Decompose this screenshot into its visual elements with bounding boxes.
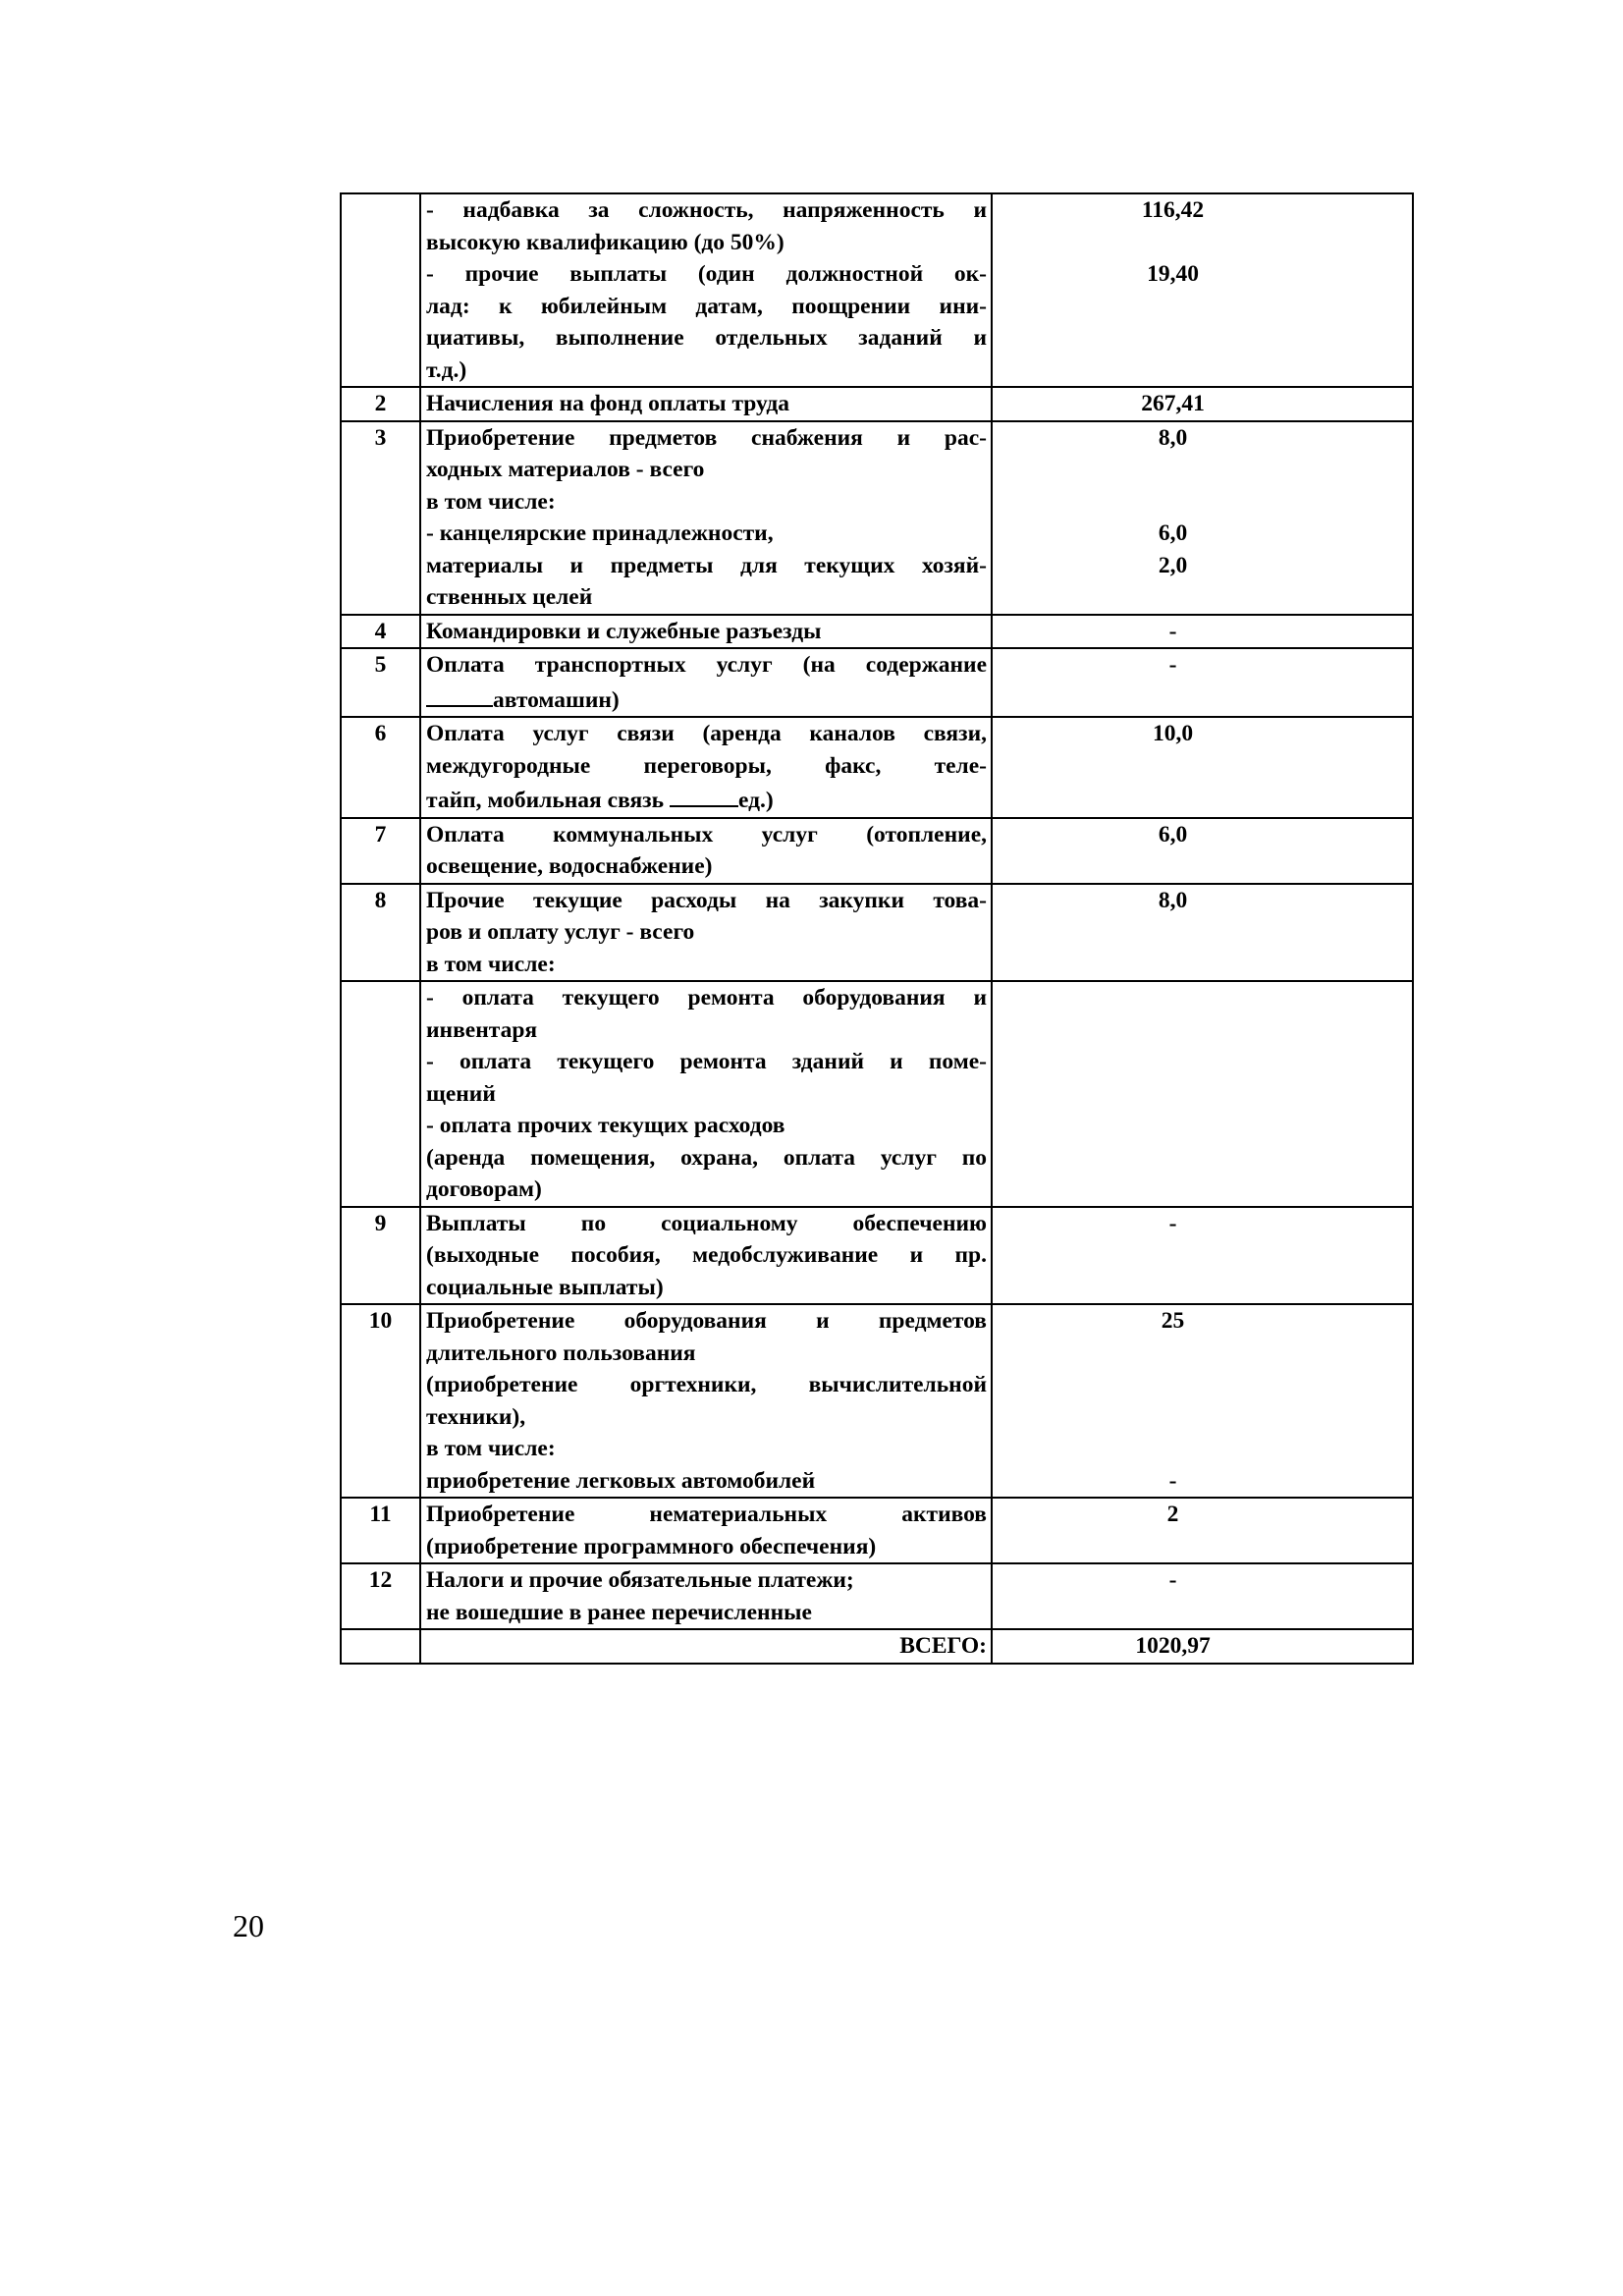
row-description — [420, 818, 992, 884]
row-amount — [992, 193, 1413, 387]
amount-line — [993, 355, 1353, 387]
table-row — [341, 387, 1413, 421]
amount-line — [993, 1046, 1353, 1078]
description-text: лад: к юбилейным датам, поощрении ини- — [426, 293, 987, 319]
amount-line: - — [1168, 618, 1177, 644]
amount-line — [993, 1078, 1353, 1111]
description-line — [426, 750, 987, 783]
description-line — [426, 227, 987, 259]
row-number: 10 — [341, 1304, 420, 1498]
description-text: приобретение легковых автомобилей — [426, 1467, 816, 1494]
amount-line: 2,0 — [1158, 552, 1188, 578]
row-amount — [992, 1498, 1413, 1563]
description-line — [426, 1465, 987, 1498]
amount-line: - — [1168, 1467, 1177, 1494]
description-text: Оплата транспортных услуг (на содержание — [426, 652, 987, 678]
table-row — [341, 884, 1413, 982]
amount-line — [993, 1110, 1353, 1142]
description-line — [426, 1531, 987, 1563]
amount-line: 6,0 — [1158, 520, 1188, 546]
row-description — [420, 387, 992, 421]
page-number: 20 — [233, 1908, 264, 1943]
row-amount — [992, 615, 1413, 649]
blank-underline — [426, 682, 493, 707]
row-amount — [992, 648, 1413, 717]
description-line — [426, 1110, 987, 1142]
row-amount — [992, 421, 1413, 615]
amount-line: 116,42 — [1141, 197, 1205, 223]
description-text: Выплаты по социальному обеспечению — [426, 1210, 987, 1236]
table-row — [341, 818, 1413, 884]
row-number: 8 — [341, 884, 420, 982]
description-text: т.д.) — [426, 356, 467, 383]
description-text: длительного пользования — [426, 1339, 696, 1366]
description-text: Налоги и прочие обязательные платежи; — [426, 1567, 854, 1593]
description-line — [426, 1078, 987, 1111]
row-amount — [992, 387, 1413, 421]
row-number: 4 — [341, 615, 420, 649]
budget-table-body — [341, 193, 1413, 1664]
description-line — [426, 616, 987, 648]
amount-line — [993, 682, 1353, 714]
row-description — [420, 1498, 992, 1563]
description-text: (аренда помещения, охрана, оплата услуг по — [426, 1144, 987, 1171]
amount-line: - — [1168, 1567, 1177, 1593]
row-description — [420, 1563, 992, 1629]
row-description — [420, 421, 992, 615]
amount-line — [993, 916, 1353, 949]
description-text: ходных материалов - всего — [426, 457, 705, 482]
description-text: Приобретение оборудования и предметов — [426, 1308, 987, 1334]
amount-line — [993, 949, 1353, 981]
description-text: Оплата услуг связи (аренда каналов связи, — [426, 721, 987, 746]
description-line — [426, 1014, 987, 1047]
amount-line — [993, 1174, 1353, 1206]
row-amount — [992, 1207, 1413, 1305]
description-text: Прочие текущие расходы на закупки това- — [426, 887, 987, 913]
description-text: в том числе: — [426, 951, 556, 977]
description-line — [426, 388, 987, 420]
description-text: в том числе: — [426, 1436, 556, 1461]
description-line — [426, 949, 987, 981]
description-text: - оплата текущего ремонта оборудования и — [426, 985, 987, 1011]
description-text: циативы, выполнение отдельных заданий и — [426, 325, 987, 351]
description-text: - надбавка за сложность, напряженность и — [426, 197, 987, 223]
row-number: 11 — [341, 1498, 420, 1563]
description-line — [426, 1401, 987, 1434]
row-description — [420, 193, 992, 387]
row-amount — [992, 981, 1413, 1207]
amount-line — [993, 850, 1353, 883]
amount-line — [993, 1433, 1353, 1465]
description-line — [426, 819, 987, 851]
table-row — [341, 421, 1413, 615]
amount-line: 6,0 — [1158, 821, 1188, 847]
description-line — [426, 322, 987, 355]
table-row — [341, 717, 1413, 818]
amount-line: - — [1168, 1210, 1177, 1236]
description-text: Командировки и служебные разъезды — [426, 618, 822, 644]
description-line — [426, 850, 987, 883]
amount-line — [993, 1272, 1353, 1304]
amount-line — [993, 1597, 1353, 1629]
description-line — [426, 1046, 987, 1078]
row-number: 6 — [341, 717, 420, 818]
description-line — [426, 1499, 987, 1531]
description-line — [426, 916, 987, 949]
description-text: инвентаря — [426, 1016, 538, 1043]
description-suffix: ед.) — [738, 788, 774, 813]
table-row — [341, 193, 1413, 387]
description-line — [426, 291, 987, 323]
amount-line — [993, 1369, 1353, 1401]
amount-line: 8,0 — [1158, 424, 1188, 451]
description-line — [426, 518, 987, 550]
amount-line: 2 — [1166, 1502, 1179, 1527]
description-line — [426, 454, 987, 486]
description-text: (приобретение оргтехники, вычислительной — [426, 1372, 987, 1397]
row-number — [341, 193, 420, 387]
row-description — [420, 884, 992, 982]
blank-underline — [670, 782, 738, 807]
description-line — [426, 885, 987, 917]
description-line — [426, 1272, 987, 1304]
description-text: ров и оплату услуг - всего — [426, 919, 695, 945]
description-line — [426, 1433, 987, 1465]
row-description — [420, 615, 992, 649]
row-number: 5 — [341, 648, 420, 717]
description-line — [426, 355, 987, 387]
description-text: техники), — [426, 1403, 526, 1430]
description-line — [426, 682, 987, 717]
description-text: автомашин) — [493, 686, 620, 713]
amount-line — [993, 782, 1353, 814]
row-amount — [992, 1563, 1413, 1629]
description-line — [426, 194, 987, 227]
description-text: Начисления на фонд оплаты труда — [426, 391, 789, 416]
row-description — [420, 1207, 992, 1305]
table-row — [341, 1498, 1413, 1563]
row-number: 7 — [341, 818, 420, 884]
description-line — [426, 1239, 987, 1272]
amount-line: 267,41 — [1141, 391, 1205, 416]
description-line — [426, 1305, 987, 1338]
description-text: не вошедшие в ранее перечисленные — [426, 1599, 812, 1625]
row-number: 2 — [341, 387, 420, 421]
description-text: Приобретение нематериальных активов — [426, 1502, 987, 1527]
amount-line — [993, 1531, 1353, 1563]
amount-line: 19,40 — [1147, 261, 1199, 287]
amount-line — [993, 982, 1353, 1014]
description-line — [426, 1369, 987, 1401]
amount-line — [993, 1142, 1353, 1175]
description-text: (выходные пособия, медобслуживание и пр. — [426, 1242, 987, 1268]
table-row — [341, 1207, 1413, 1305]
description-text: договорам) — [426, 1176, 542, 1202]
description-text: - оплата прочих текущих расходов — [426, 1113, 785, 1138]
description-line — [426, 1564, 987, 1597]
description-text: социальные выплаты) — [426, 1274, 664, 1300]
row-description — [420, 1304, 992, 1498]
row-number — [341, 981, 420, 1207]
row-number: 3 — [341, 421, 420, 615]
row-number: 9 — [341, 1207, 420, 1305]
description-text: Оплата коммунальных услуг (отопление, — [426, 821, 987, 847]
total-value: 1020,97 — [992, 1629, 1413, 1664]
row-number: 12 — [341, 1563, 420, 1629]
description-text: высокую квалификацию (до 50%) — [426, 229, 784, 255]
amount-line — [993, 1338, 1353, 1370]
description-line — [426, 258, 987, 291]
description-text: тайп, мобильная связь — [426, 788, 665, 813]
description-text: - канцелярские принадлежности, — [426, 520, 774, 546]
row-amount — [992, 1304, 1413, 1498]
description-text: освещение, водоснабжение) — [426, 853, 713, 879]
total-row — [341, 1629, 1413, 1664]
description-line — [426, 1174, 987, 1206]
amount-line — [993, 581, 1353, 614]
description-line — [426, 718, 987, 750]
description-line — [426, 581, 987, 614]
amount-line — [993, 322, 1353, 355]
description-text: - прочие выплаты (один должностной ок- — [426, 261, 987, 287]
description-line — [426, 422, 987, 455]
row-amount — [992, 818, 1413, 884]
table-row — [341, 1304, 1413, 1498]
description-line — [426, 782, 987, 817]
description-text: - оплата текущего ремонта зданий и поме- — [426, 1049, 987, 1074]
amount-line — [993, 454, 1353, 486]
table-row — [341, 981, 1413, 1207]
total-label: ВСЕГО: — [420, 1629, 992, 1664]
description-line — [426, 1338, 987, 1370]
amount-line — [993, 291, 1353, 323]
description-line — [426, 982, 987, 1014]
row-description — [420, 648, 992, 717]
row-amount — [992, 884, 1413, 982]
amount-line — [993, 1401, 1353, 1434]
budget-table — [340, 192, 1414, 1665]
row-description — [420, 981, 992, 1207]
amount-line — [993, 486, 1353, 519]
description-line — [426, 1208, 987, 1240]
amount-line: - — [1168, 652, 1177, 678]
row-amount — [992, 717, 1413, 818]
total-number-empty — [341, 1629, 420, 1664]
amount-line: 10,0 — [1152, 721, 1194, 746]
table-row — [341, 648, 1413, 717]
description-text: в том числе: — [426, 488, 556, 515]
amount-line — [993, 1239, 1353, 1272]
amount-line — [993, 1014, 1353, 1047]
description-line — [426, 1142, 987, 1175]
table-row — [341, 615, 1413, 649]
description-text: Приобретение предметов снабжения и рас- — [426, 424, 987, 451]
row-description — [420, 717, 992, 818]
description-line — [426, 486, 987, 519]
description-text: ственных целей — [426, 584, 593, 610]
table-row — [341, 1563, 1413, 1629]
amount-line: 8,0 — [1158, 887, 1188, 913]
description-text: (приобретение программного обеспечения) — [426, 1533, 877, 1559]
description-text: материалы и предметы для текущих хозяй- — [426, 552, 987, 578]
description-line — [426, 649, 987, 682]
description-text: междугородные переговоры, факс, теле- — [426, 752, 987, 779]
amount-line — [993, 227, 1353, 259]
amount-line — [993, 750, 1353, 783]
description-text: щений — [426, 1080, 496, 1107]
amount-line: 25 — [1161, 1308, 1185, 1334]
description-line — [426, 1597, 987, 1629]
description-line — [426, 550, 987, 582]
